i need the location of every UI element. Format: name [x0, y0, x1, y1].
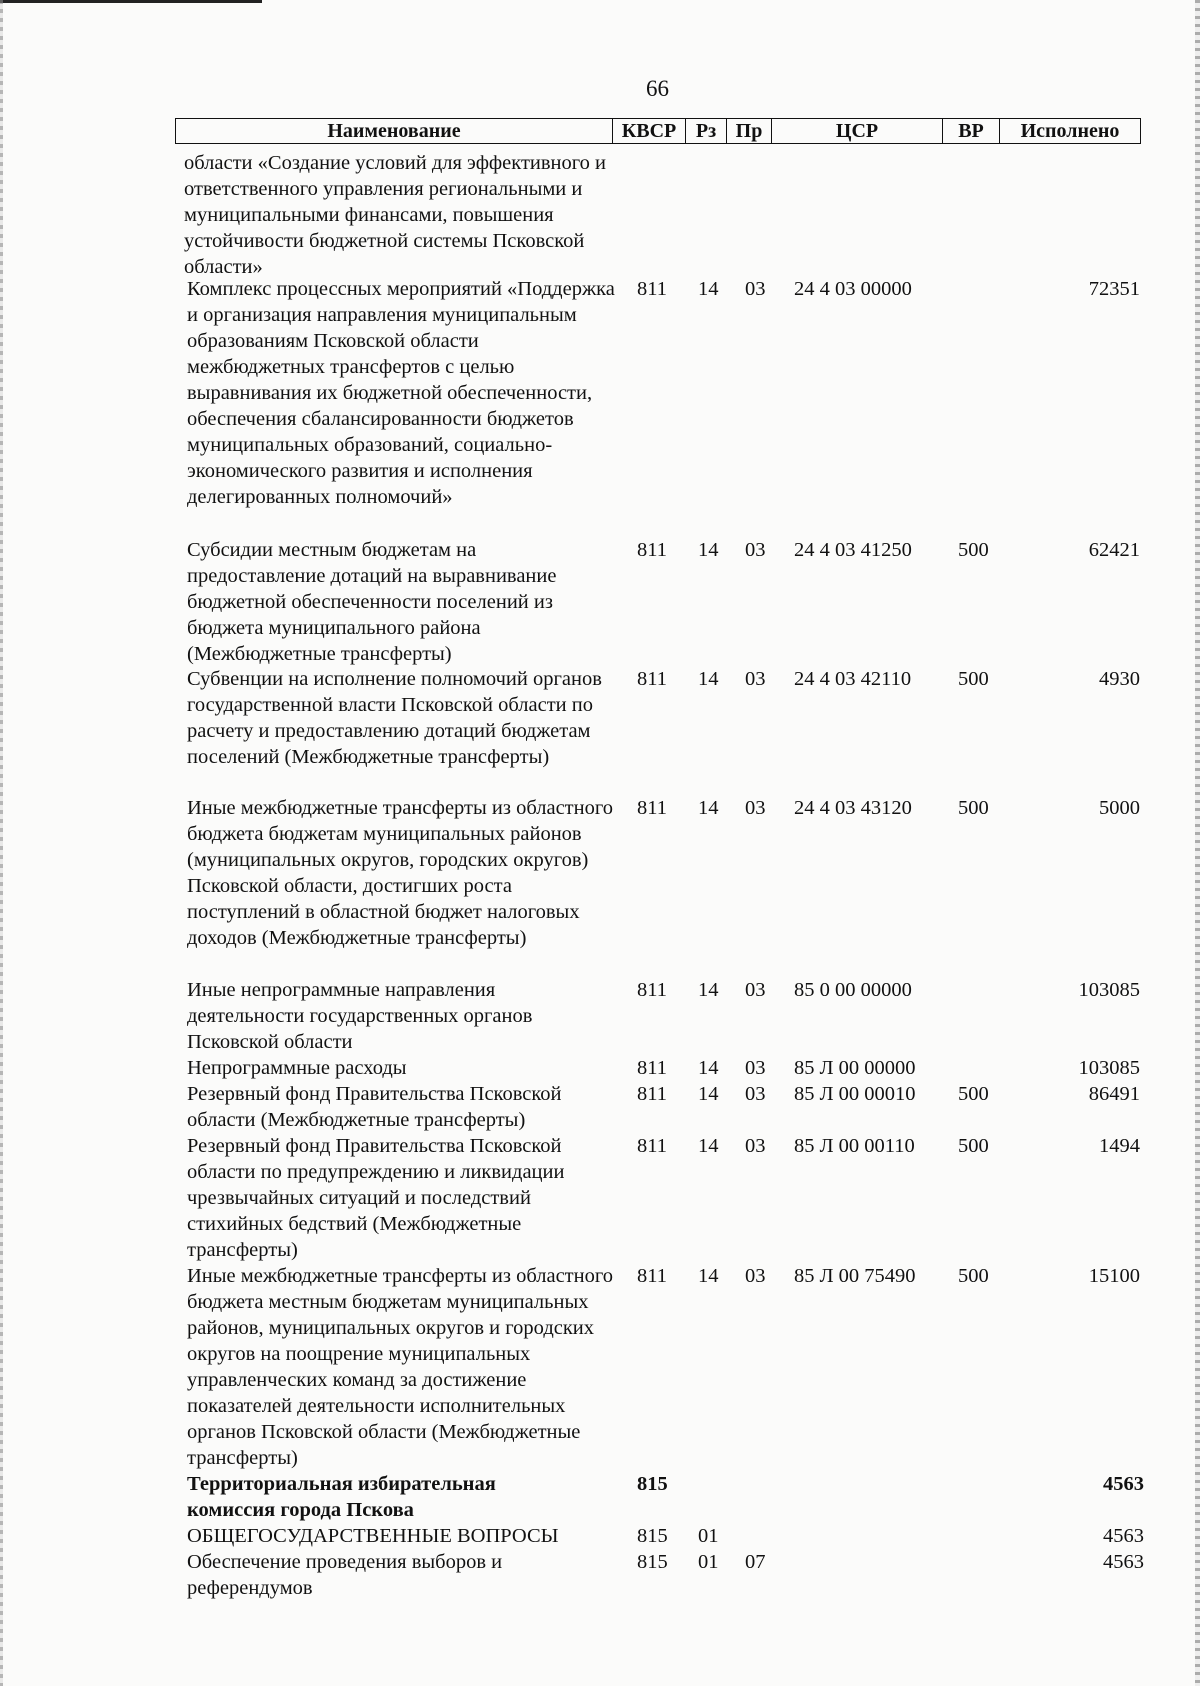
row-pr: 07	[745, 1551, 766, 1573]
row-kvsr: 811	[637, 797, 667, 819]
scan-left-edge	[0, 0, 3, 1686]
row-rz: 14	[698, 1265, 719, 1287]
header-vr: ВР	[943, 119, 1000, 144]
row-rz: 14	[698, 539, 719, 561]
row-rz: 01	[698, 1525, 719, 1547]
header-pr: Пр	[727, 119, 772, 144]
row-kvsr: 815	[637, 1525, 668, 1547]
row-csr: 85 Л 00 00000	[794, 1057, 916, 1079]
row-vr: 500	[958, 1083, 989, 1105]
row-sum: 4563	[1103, 1525, 1144, 1547]
row-rz: 14	[698, 979, 719, 1001]
row-name: Иные непрограммные направления деятельности государственных органов Псковской области	[187, 979, 533, 1053]
row-kvsr: 811	[637, 668, 667, 690]
row-sum: 1494	[1099, 1135, 1140, 1157]
row-rz: 14	[698, 278, 719, 300]
row-sum: 103085	[1078, 1057, 1140, 1079]
row-rz: 14	[698, 1057, 719, 1079]
row-name: Резервный фонд Правительства Псковской области (Межбюджетные трансферты)	[187, 1083, 562, 1131]
row-vr: 500	[958, 1265, 989, 1287]
row-csr: 24 4 03 41250	[794, 539, 912, 561]
row-rz: 14	[698, 1083, 719, 1105]
row-kvsr: 811	[637, 1135, 667, 1157]
row-sum: 86491	[1088, 1083, 1140, 1105]
row-kvsr: 811	[637, 278, 667, 300]
row-kvsr: 811	[637, 1265, 667, 1287]
row-pr: 03	[745, 1135, 766, 1157]
row-name: Субсидии местным бюджетам на предоставление дотаций на выравнивание бюджетной обеспеченности поселений из бюджета муниципального района (Межбюджетные трансферты)	[187, 539, 557, 665]
row-name: Обеспечение проведения выборов и референдумов	[187, 1551, 503, 1599]
row-kvsr: 815	[637, 1551, 668, 1573]
row-name: Субвенции на исполнение полномочий органов государственной власти Псковской области по расчету и предоставлению дотаций бюджетам поселений (Межбюджетные трансферты)	[187, 668, 602, 768]
page-number: 66	[646, 76, 669, 101]
row-vr: 500	[958, 668, 989, 690]
row-name: Территориальная избирательная комиссия города Пскова	[187, 1473, 496, 1521]
scan-right-edge	[1195, 0, 1200, 1686]
row-sum: 4563	[1103, 1473, 1144, 1495]
row-csr: 85 Л 00 75490	[794, 1265, 916, 1287]
row-vr: 500	[958, 797, 989, 819]
header-csr: ЦСР	[772, 119, 943, 144]
header-name: Наименование	[176, 119, 613, 144]
row-sum: 62421	[1088, 539, 1140, 561]
row-sum: 4930	[1099, 668, 1140, 690]
row-kvsr: 811	[637, 979, 667, 1001]
row-pr: 03	[745, 539, 766, 561]
row-kvsr: 811	[637, 1057, 667, 1079]
row-sum: 5000	[1099, 797, 1140, 819]
row-csr: 85 Л 00 00110	[794, 1135, 915, 1157]
row-pr: 03	[745, 1057, 766, 1079]
row-name: Непрограммные расходы	[187, 1057, 407, 1079]
row-pr: 03	[745, 979, 766, 1001]
row-sum: 15100	[1088, 1265, 1140, 1287]
row-kvsr: 811	[637, 1083, 667, 1105]
row-name: ОБЩЕГОСУДАРСТВЕННЫЕ ВОПРОСЫ	[187, 1525, 559, 1547]
row-csr: 24 4 03 42110	[794, 668, 912, 690]
row-csr: 85 0 00 00000	[794, 979, 912, 1001]
row-rz: 01	[698, 1551, 719, 1573]
row-sum: 72351	[1088, 278, 1140, 300]
row-name: Иные межбюджетные трансферты из областного бюджета местным бюджетам муниципальных районов, муниципальных округов и городских округов на поощрение муниципальных управленческих команд за достижение показателей деятельности исполнительных органов Псковской области (Межбюджетные трансферты)	[187, 1265, 614, 1469]
row-name: Резервный фонд Правительства Псковской области по предупреждению и ликвидации чрезвычайных ситуаций и последствий стихийных бедствий (Межбюджетные трансферты)	[187, 1135, 565, 1261]
row-sum: 103085	[1078, 979, 1140, 1001]
row-rz: 14	[698, 668, 719, 690]
row-name: области «Создание условий для эффективного и ответственного управления региональными и муниципальными финансами, повышения устойчивости бюджетной системы Псковской области»	[184, 152, 607, 278]
row-kvsr: 811	[637, 539, 667, 561]
row-pr: 03	[745, 797, 766, 819]
header-kvsr: КВСР	[613, 119, 686, 144]
row-csr: 24 4 03 43120	[794, 797, 912, 819]
row-pr: 03	[745, 668, 766, 690]
row-pr: 03	[745, 278, 766, 300]
row-name: Иные межбюджетные трансферты из областного бюджета бюджетам муниципальных районов (муниципальных округов, городских округов) Псковской области, достигших роста поступлений в областной бюджет налоговых доходов (Межбюджетные трансферты)	[187, 797, 614, 949]
row-csr: 85 Л 00 00010	[794, 1083, 916, 1105]
header-executed: Исполнено	[1000, 119, 1141, 144]
row-vr: 500	[958, 539, 989, 561]
row-csr: 24 4 03 00000	[794, 278, 912, 300]
row-vr: 500	[958, 1135, 989, 1157]
header-rz: Рз	[686, 119, 727, 144]
scan-top-line	[0, 0, 262, 3]
row-pr: 03	[745, 1083, 766, 1105]
row-kvsr: 815	[637, 1473, 668, 1495]
row-name: Комплекс процессных мероприятий «Поддержка и организация направления муниципальным образованиям Псковской области межбюджетных трансфертов с целью выравнивания их бюджетной обеспеченности, обеспечения сбалансированности бюджетов муниципальных образований, социально-экономического развития и исполнения делегированных полномочий»	[187, 278, 615, 508]
row-rz: 14	[698, 1135, 719, 1157]
row-sum: 4563	[1103, 1551, 1144, 1573]
row-rz: 14	[698, 797, 719, 819]
table-header	[175, 118, 1141, 144]
row-pr: 03	[745, 1265, 766, 1287]
